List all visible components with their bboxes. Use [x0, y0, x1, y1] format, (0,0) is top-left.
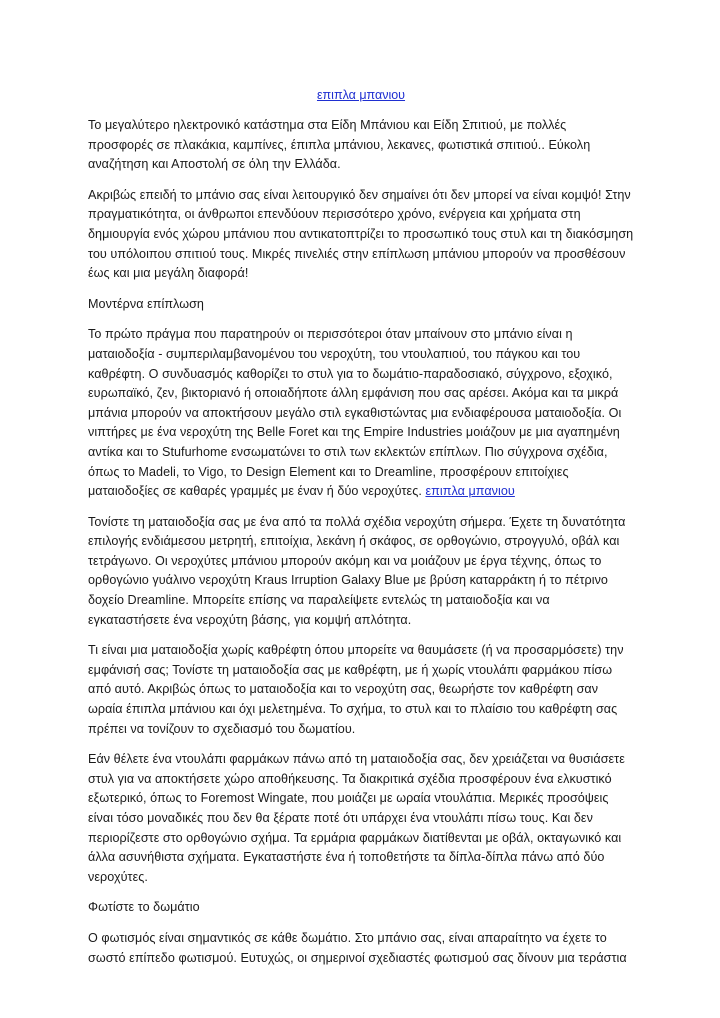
section-heading-modern-furniture: Μοντέρνα επίπλωση [88, 296, 204, 311]
body-paragraph-text: Το πρώτο πράγμα που παρατηρούν οι περισσότεροι όταν μπαίνουν στο μπάνιο είναι η ματαιοδοξία - συμπεριλαμβανομένου του νεροχύτη, του ντουλαπιού, του πάγκου και του καθρέφτη. Ο συνδυασμός καθορίζει το στυλ για το δωμάτιο-παραδοσιακό, σύγχρονο, εξοχικό, ευρωπαϊκό, ζεν, βικτοριανό ή οποιαδήποτε άλλη εμφάνιση που σας αρέσει. Ακόμα και τα μικρά μπάνια μπορούν να αποκτήσουν μεγάλο στιλ εγκαθιστώντας μια ενδιαφέρουσα ματαιοδοξία. Οι νιπτήρες με ένα νεροχύτη της Belle Foret και της Empire Industries μοιάζουν με μια αγαπημένη αντίκα και το Stufurhome ενσωματώνει το στιλ των εκλεκτών επίπλων. Πιο σύγχρονα σχέδια, όπως το Madeli, το Vigo, το Design Element και το Dreamline, προσφέρουν επιτοίχιες ματαιοδοξίες σε καθαρές γραμμές με έναν ή δύο νεροχύτες. [88, 327, 622, 499]
body-paragraph: Τονίστε τη ματαιοδοξία σας με ένα από τα πολλά σχέδια νεροχύτη σήμερα. Έχετε τη δυνατότητα επιλογής ενδιάμεσου μετρητή, επιτοίχια, λεκάνη ή σκάφος, σε ορθογώνιο, στρογγυλό, οβάλ και τετράγωνο. Οι νεροχύτες μπάνιου μπορούν ακόμη και να μοιάζουν με έργα τέχνης, όπως το ορθογώνιο γυάλινο νεροχύτη Kraus Irruption Galaxy Blue με βρύση καταρράκτη ή το πέτρινο δοχείο Dreamline. Μπορείτε επίσης να παραλείψετε εντελώς τη ματαιοδοξία και να εγκαταστήσετε ένα νεροχύτη βάσης, για κομψή απλότητα. [88, 514, 626, 627]
intro-paragraph: Το μεγαλύτερο ηλεκτρονικό κατάστημα στα Είδη Μπάνιου και Είδη Σπιτιού, με πολλές προσφορές σε πλακάκια, καμπίνες, έπιπλα μπάνιου, λεκανες, φωτιστικά σπιτιού.. Εύκολη αναζήτηση και Αποστολή σε όλη την Ελλάδα. [88, 118, 591, 172]
body-paragraph-with-link [88, 325, 634, 501]
body-paragraph: Τι είναι μια ματαιοδοξία χωρίς καθρέφτη όπου μπορείτε να θαυμάσετε (ή να προσαρμόσετε) την εμφάνισή σας; Τονίστε τη ματαιοδοξία σας με καθρέφτη, με ή χωρίς ντουλάπι φαρμάκου πίσω από αυτό. Ακριβώς όπως το ματαιοδοξία και το νεροχύτη σας, θεωρήστε τον καθρέφτη σαν ωραία έπιπλα μπάνιου και όχι μελετημένα. Το σχήμα, το στυλ και το πλαίσιο του καθρέφτη σας πρέπει να τονίζουν το σχεδιασμό του δωματίου. [88, 643, 624, 736]
document-page [88, 86, 634, 979]
body-paragraph: Ο φωτισμός είναι σημαντικός σε κάθε δωμάτιο. Στο μπάνιο σας, είναι απαραίτητο να έχετε το σωστό επίπεδο φωτισμού. Ευτυχώς, οι σημερινοί σχεδιαστές φωτισμού σας δίνουν μια τεράστια [88, 930, 627, 965]
body-paragraph: Εάν θέλετε ένα ντουλάπι φαρμάκων πάνω από τη ματαιοδοξία σας, δεν χρειάζεται να θυσιάσετε στυλ για να αποκτήσετε χώρο αποθήκευσης. Τα διακριτικά σχέδια προσφέρουν ένα ελκυστικό εξωτερικό, όπως το Foremost Wingate, που μοιάζει με ωραία ντουλάπια. Μερικές προσόψεις είναι τόσο μοναδικές που δεν θα ξέρατε ποτέ ότι υπάρχει ένα ντουλάπι πίσω τους. Και δεν περιορίζεστε στο ορθογώνιο σχήμα. Τα ερμάρια φαρμάκων διατίθενται με οβάλ, οκταγωνικό και άλλα ασυνήθιστα σχήματα. Εγκαταστήστε ένα ή τοποθετήστε τα δίπλα-δίπλα πάνω από δύο νεροχύτες. [88, 752, 625, 884]
inline-link[interactable]: επιπλα μπανιου [425, 484, 515, 499]
body-paragraph: Ακριβώς επειδή το μπάνιο σας είναι λειτουργικό δεν σημαίνει ότι δεν μπορεί να είναι κομψό! Στην πραγματικότητα, οι άνθρωποι επενδύουν περισσότερο χρόνο, ενέργεια και χρήματα στη δημιουργία ενός χώρου μπάνιου που αντικατοπτρίζει το προσωπικό τους στυλ και τη διακόσμηση του υπόλοιπου σπιτιού τους. Μικρές πινελιές στην επίπλωση μπάνιου μπορούν να προσθέσουν έως και μια μεγάλη διαφορά! [88, 187, 634, 281]
title-link[interactable]: επιπλα μπανιου [316, 88, 406, 102]
section-heading-lighting: Φωτίστε το δωμάτιο [88, 900, 200, 915]
